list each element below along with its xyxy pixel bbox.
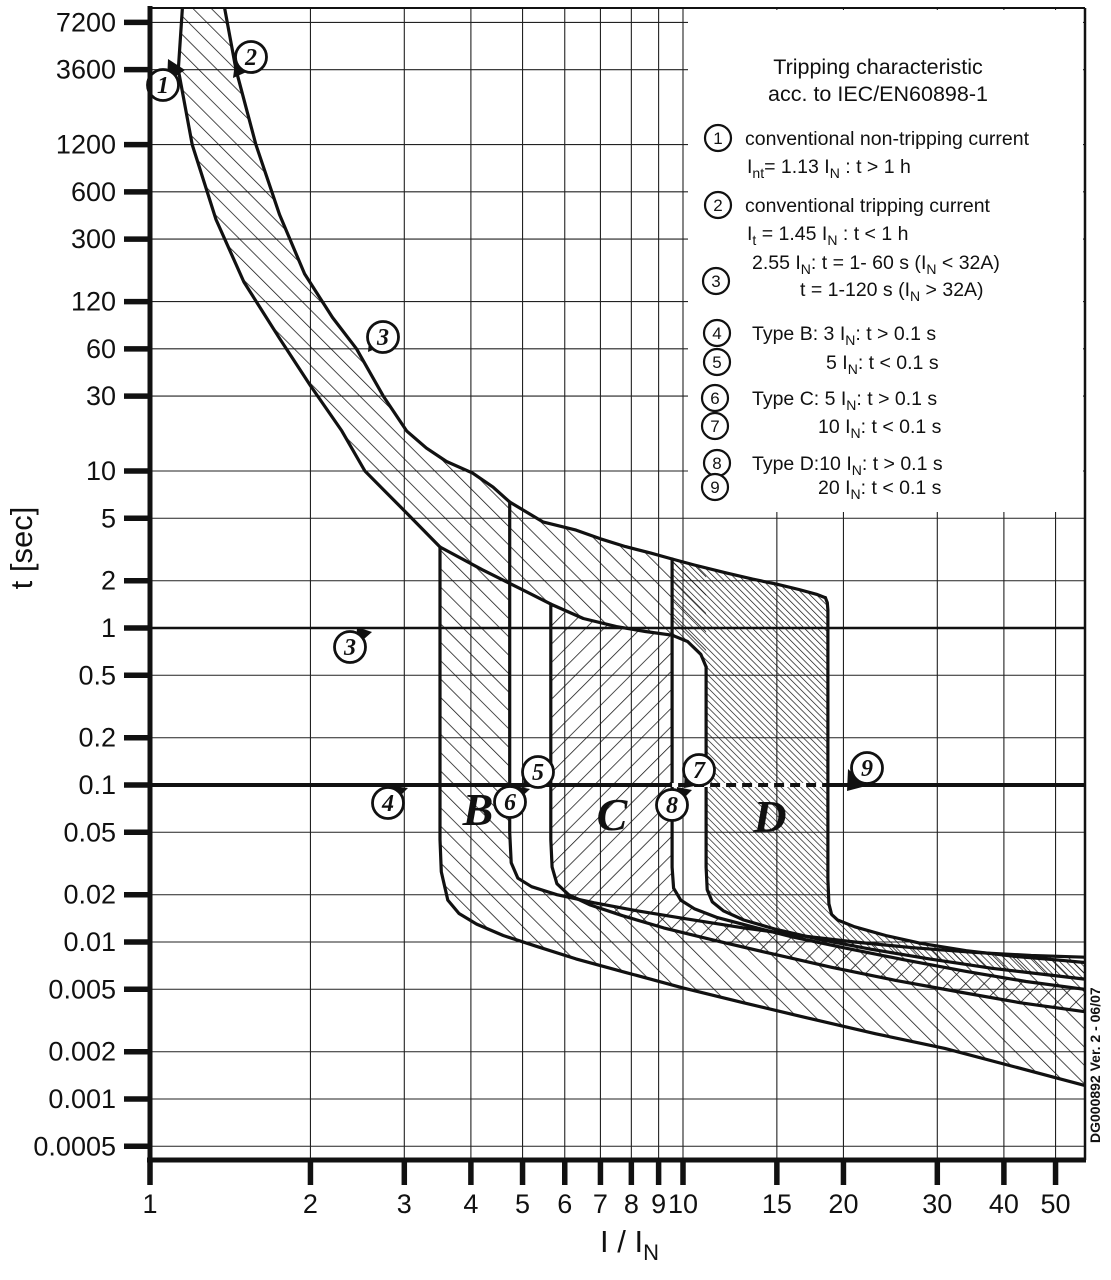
- y-axis-title: t [sec]: [4, 506, 39, 590]
- legend-text: Type D:10 $I_N$: t > 0.1 s: [752, 453, 943, 478]
- x-tick-label: 20: [828, 1189, 859, 1219]
- band-letter-D: D: [753, 791, 787, 842]
- y-tick-label: 0.002: [48, 1036, 116, 1067]
- y-tick-label: 0.01: [63, 927, 116, 957]
- y-tick-label: 0.001: [48, 1084, 116, 1114]
- curve-marker-5: [523, 757, 554, 789]
- curve-marker-3: [335, 627, 373, 663]
- svg-text:2: 2: [245, 45, 257, 71]
- legend: [688, 10, 1083, 512]
- y-tick-label: 1: [100, 613, 116, 643]
- y-tick-label: 30: [85, 381, 116, 412]
- svg-text:5: 5: [532, 760, 544, 786]
- curve-marker-3: [368, 322, 399, 353]
- x-tick-label: 6: [557, 1189, 573, 1219]
- x-tick-label: 4: [463, 1189, 479, 1219]
- svg-text:4: 4: [382, 791, 394, 817]
- legend-text: $I_{nt}= 1.13$ $I_N$ : t > 1 h: [747, 156, 911, 181]
- x-tick-label: 9: [651, 1189, 667, 1219]
- curve-marker-6: [495, 786, 531, 818]
- legend-title-line2: acc. to IEC/EN60898-1: [768, 82, 988, 106]
- svg-text:4: 4: [712, 324, 722, 343]
- x-tick-label: 8: [623, 1189, 639, 1219]
- x-tick-label: 40: [988, 1189, 1019, 1219]
- y-tick-label: 60: [85, 333, 116, 364]
- y-tick-label: 0.005: [48, 974, 116, 1005]
- y-tick-label: 0.1: [78, 770, 116, 800]
- svg-text:6: 6: [504, 790, 516, 816]
- legend-text: 2.55 $I_N$: t = 1- 60 s $(I_N < 32A)$: [752, 252, 1000, 277]
- x-tick-label: 3: [396, 1189, 412, 1219]
- svg-text:9: 9: [710, 478, 720, 497]
- x-tick-label: 1: [142, 1189, 158, 1219]
- band-letter-B: B: [462, 784, 494, 835]
- svg-text:1: 1: [157, 73, 169, 99]
- svg-text:5: 5: [712, 353, 722, 372]
- legend-text: Type C: 5 $I_N$: t > 0.1 s: [752, 388, 938, 413]
- curve-marker-8: [657, 787, 693, 821]
- x-tick-label: 5: [515, 1189, 531, 1219]
- y-tick-label: 0.02: [63, 879, 116, 910]
- y-tick-label: 1200: [55, 129, 116, 160]
- legend-title-line1: Tripping characteristic: [773, 55, 983, 79]
- svg-text:7: 7: [693, 758, 705, 784]
- y-tick-label: 3600: [55, 54, 116, 85]
- svg-text:3: 3: [711, 272, 721, 291]
- svg-text:6: 6: [710, 389, 720, 408]
- legend-text: Type B: 3 $I_N$: t > 0.1 s: [752, 323, 937, 348]
- x-tick-label: 10: [667, 1189, 699, 1219]
- svg-text:3: 3: [377, 325, 389, 351]
- y-tick-label: 0.2: [78, 722, 116, 753]
- x-axis-title: I / $I_N$: [600, 1224, 659, 1265]
- y-tick-label: 0.5: [78, 660, 116, 691]
- svg-text:2: 2: [713, 196, 723, 215]
- y-tick-label: 0.0005: [33, 1131, 116, 1162]
- legend-text: conventional non-tripping current: [745, 128, 1030, 150]
- y-tick-label: 600: [70, 176, 116, 207]
- y-tick-label: 120: [70, 286, 116, 317]
- legend-text: $I_t = 1.45$ $I_N$ : t < 1 h: [747, 223, 909, 248]
- curve-marker-2: [233, 42, 267, 79]
- x-tick-label: 15: [761, 1189, 792, 1219]
- legend-text: conventional tripping current: [745, 195, 990, 217]
- y-tick-label: 10: [85, 456, 116, 486]
- svg-text:8: 8: [666, 793, 678, 819]
- band-letter-C: C: [596, 789, 628, 840]
- legend-text: t = 1-120 s $(I_N > 32A)$: [800, 279, 984, 304]
- x-tick-label: 50: [1040, 1189, 1071, 1219]
- doc-number-caption: DG000892 Ver. 2 - 06/07: [1087, 987, 1103, 1143]
- svg-text:9: 9: [861, 756, 873, 782]
- legend-text: 20 $I_N$: t < 0.1 s: [818, 477, 942, 502]
- svg-text:7: 7: [710, 417, 720, 436]
- y-tick-label: 300: [70, 224, 116, 255]
- x-tick-label: 2: [302, 1189, 318, 1219]
- svg-text:3: 3: [344, 635, 356, 661]
- y-tick-label: 2: [100, 565, 116, 596]
- legend-text: 10 $I_N$: t < 0.1 s: [818, 416, 942, 441]
- svg-text:8: 8: [712, 454, 722, 473]
- curve-marker-4: [373, 786, 409, 819]
- y-tick-label: 5: [100, 503, 116, 534]
- x-tick-label: 7: [592, 1189, 608, 1219]
- svg-text:1: 1: [713, 129, 723, 148]
- x-tick-label: 30: [922, 1189, 953, 1219]
- y-tick-label: 7200: [55, 7, 116, 38]
- legend-text: 5 $I_N$: t < 0.1 s: [826, 352, 939, 377]
- y-tick-label: 0.05: [63, 817, 116, 848]
